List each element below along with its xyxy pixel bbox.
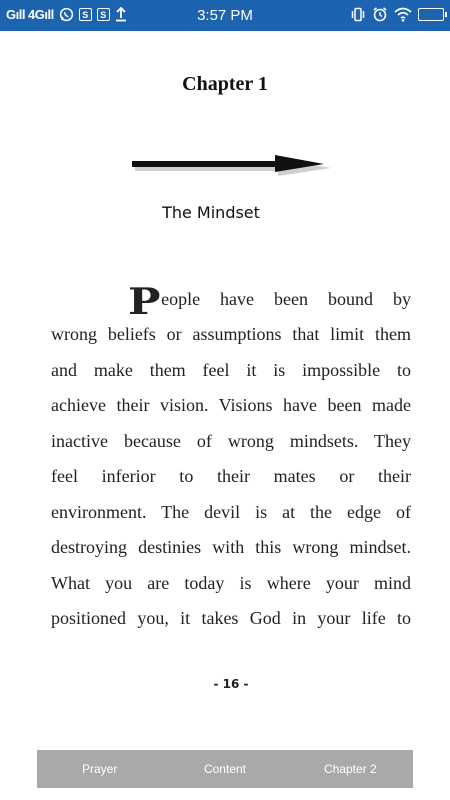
first-line-word: by [392, 288, 411, 309]
chapter-subtitle: The Mindset [162, 203, 260, 222]
body-line: inactive because of wrong mindsets. They [51, 430, 411, 451]
first-line-word: bound [327, 288, 373, 309]
vibrate-icon [350, 7, 366, 22]
body-line: and make them feel it is impossible to [51, 359, 411, 380]
content-button[interactable]: Content [203, 762, 246, 776]
body-line: destroying destinies with this wrong mindset. [51, 537, 411, 557]
s-app-icon: S [97, 8, 110, 21]
arrow-icon [128, 150, 334, 182]
body-line: What you are today is where your mind [51, 572, 411, 593]
body-line: feel inferior to their mates or their [51, 466, 411, 486]
first-line [51, 275, 411, 323]
chapter-2-button[interactable]: Chapter 2 [323, 762, 377, 776]
body-line: positioned you, it takes God in your life to [51, 608, 411, 628]
chapter-body [51, 275, 411, 637]
prayer-button[interactable]: Prayer [81, 762, 118, 776]
status-bar [0, 0, 450, 31]
battery-icon [418, 8, 444, 21]
page-number: - 16 - [213, 677, 249, 691]
clock: 3:57 PM [197, 7, 253, 24]
bottom-nav [37, 750, 413, 788]
drop-cap: P [128, 281, 161, 323]
body-line: achieve their vision. Visions have been made [51, 395, 411, 415]
first-line-word: have [220, 288, 255, 309]
s-app-icon: S [79, 8, 92, 21]
body-line: wrong beliefs or assumptions that limit them [51, 324, 411, 344]
wifi-icon [394, 7, 412, 22]
alarm-icon [372, 6, 388, 22]
first-line-word: been [274, 288, 308, 309]
first-line-word: eople [161, 288, 201, 309]
chapter-title: Chapter 1 [182, 73, 268, 95]
body-line: environment. The devil is at the edge of [51, 501, 411, 522]
status-right [350, 6, 444, 22]
signal-strength: Gıll 4Gıll [6, 7, 54, 22]
